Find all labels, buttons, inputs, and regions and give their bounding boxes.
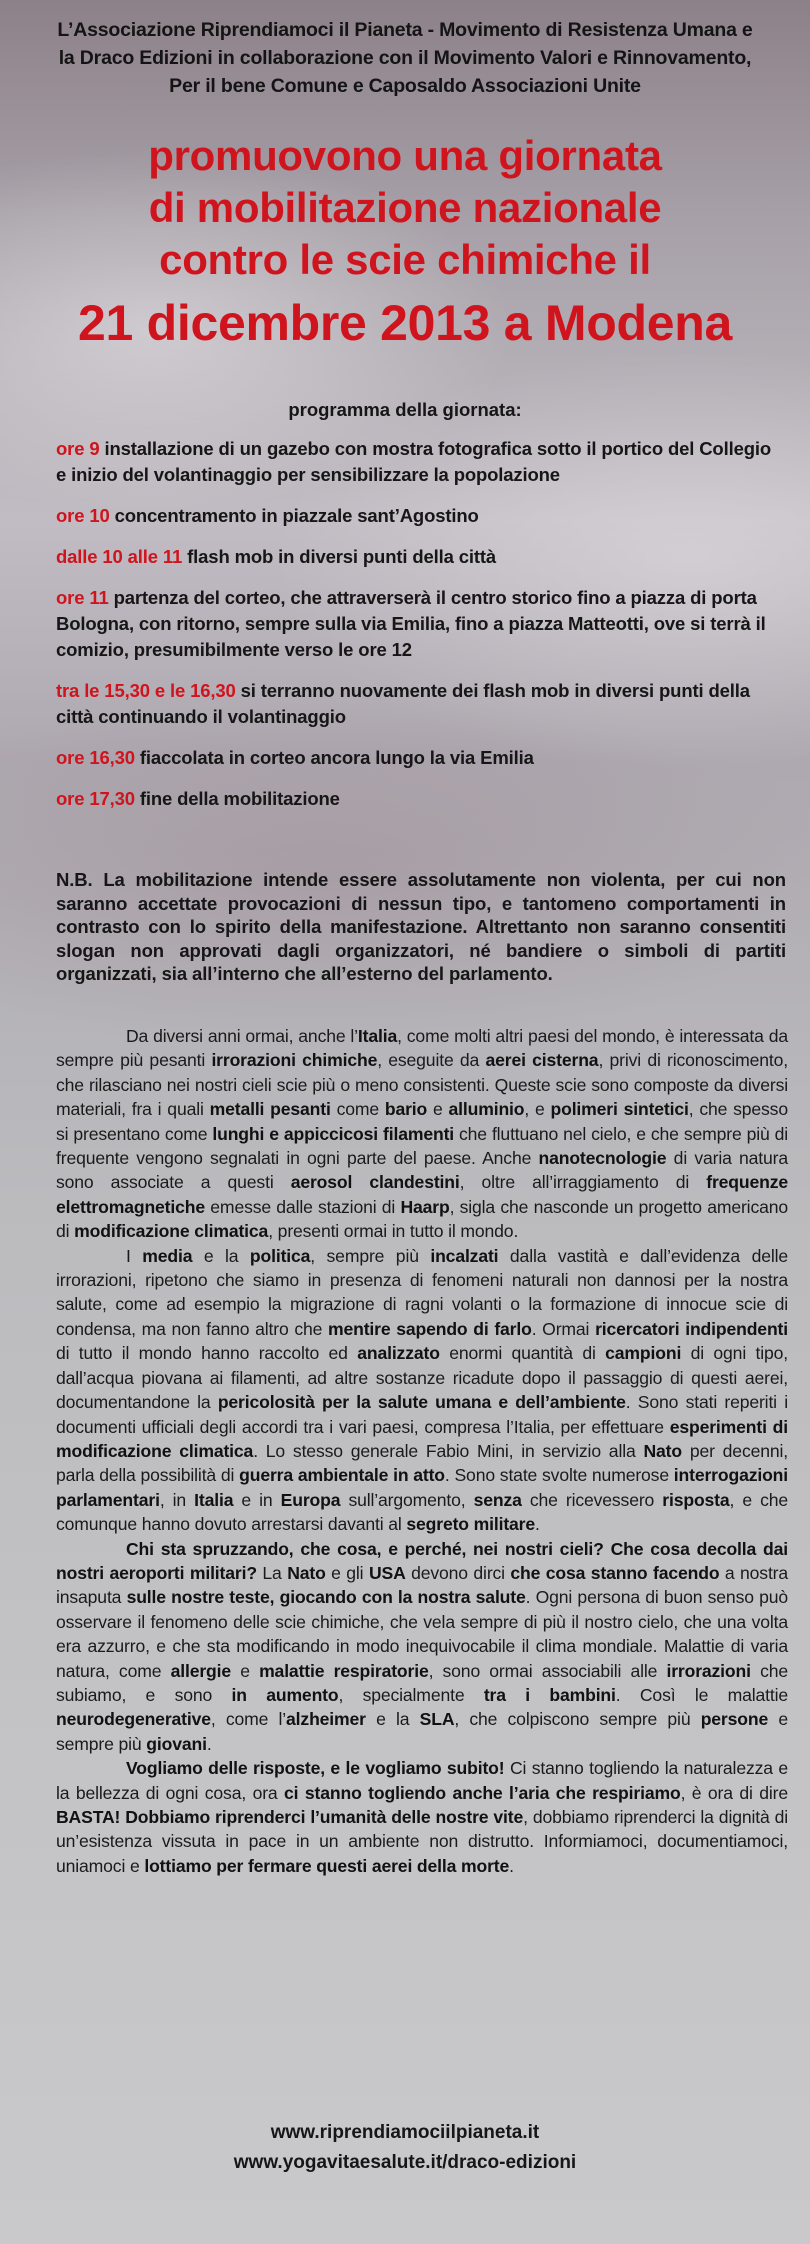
body-text: . — [535, 1514, 540, 1535]
emphasis-text: mentire sapendo di farlo — [327, 1318, 532, 1339]
emphasis-text: lottiamo per fermare questi aerei della morte — [144, 1855, 510, 1876]
emphasis-text: ricercatori indipendenti — [595, 1318, 788, 1339]
program-item — [56, 678, 784, 730]
body-text: e — [231, 1660, 260, 1681]
body-text: sull’argomento, — [340, 1489, 474, 1510]
program-item-time: ore 10 — [56, 505, 110, 526]
emphasis-text: Haarp — [400, 1196, 450, 1217]
organizers-line-3: Per il bene Comune e Caposaldo Associazioni Unite — [169, 75, 641, 97]
body-text: . Ormai — [531, 1318, 596, 1339]
emphasis-text: USA — [368, 1562, 406, 1583]
program-item-text: fiaccolata in corteo ancora lungo la via Emilia — [134, 747, 534, 768]
body-text: I — [126, 1245, 143, 1266]
article-body — [56, 1024, 788, 1878]
emphasis-text: irrorazioni — [666, 1660, 751, 1681]
body-text: e sempre più — [56, 1709, 788, 1754]
body-text: dalla vastità e dall’evidenza delle irrorazioni, ripetono che siamo in presenza di fenomeni naturali non dannosi per la nostra salute, come ad esempio la migrazione di ragni volanti o la formazione di innocue scie di condensa, ma non fanno altro che — [56, 1245, 788, 1339]
body-text: di ogni tipo, dall’acqua piovana ai filamenti, ad altre sostanze ricadute dopo il passaggio di questi aerei, documentandone la — [56, 1343, 788, 1413]
body-text: , come l’ — [210, 1709, 287, 1730]
emphasis-text: campioni — [605, 1343, 682, 1364]
body-text: , presenti ormai in tutto il mondo. — [268, 1221, 519, 1242]
emphasis-text: pericolosità per la salute umana e dell’ambiente — [217, 1392, 626, 1413]
emphasis-text: Vogliamo delle risposte, e le vogliamo subito! — [126, 1758, 505, 1779]
body-text: che ricevessero — [521, 1489, 663, 1510]
headline-line-2: di mobilitazione nazionale — [148, 184, 662, 231]
emphasis-text: interrogazioni parlamentari — [56, 1465, 789, 1510]
emphasis-text: neurodegenerative — [56, 1709, 211, 1730]
headline — [20, 130, 790, 356]
body-text: come — [330, 1099, 385, 1120]
organizers-header — [20, 16, 790, 100]
program-item — [56, 585, 784, 663]
emphasis-text: nanotecnologie — [538, 1148, 667, 1169]
emphasis-text: Italia — [357, 1026, 398, 1046]
emphasis-text: segreto militare — [406, 1514, 536, 1535]
emphasis-text: esperimenti di modificazione climatica — [56, 1416, 788, 1461]
body-text: a nostra insaputa — [56, 1562, 789, 1608]
program-item-time: ore 16,30 — [56, 747, 135, 768]
program-item-time: ore 17,30 — [56, 788, 135, 809]
body-text: che subiamo, e sono — [56, 1660, 788, 1705]
body-text: , specialmente — [338, 1684, 484, 1705]
body-text: , sempre più — [310, 1245, 431, 1266]
program-item-text: flash mob in diversi punti della città — [182, 546, 497, 567]
website-link-1[interactable]: www.riprendiamociilpianeta.it — [270, 2122, 540, 2143]
body-text: , e che comunque hanno dovuto arrestarsi davanti al — [56, 1489, 789, 1535]
program-item-text: si terranno nuovamente dei flash mob in diversi punti della città continuando il volantinaggio — [56, 680, 750, 727]
emphasis-text: incalzati — [430, 1245, 499, 1266]
body-text: di varia natura sono associate a questi — [56, 1148, 788, 1193]
emphasis-text: giovani — [146, 1733, 207, 1754]
emphasis-text: persone — [700, 1709, 769, 1730]
body-text: . Ogni persona di buon senso può osservare il fenomeno delle scie chimiche, che vela sempre di più il nostro cielo, che una volta era azzurro, e che sta modificando in modo inequivocabile il clima mondiale. Malattie di varia natura, come — [56, 1587, 789, 1681]
body-text: , sono ormai associabili alle — [428, 1660, 667, 1681]
emphasis-text: Europa — [280, 1489, 341, 1510]
headline-line-1: promuovono una giornata — [148, 132, 662, 179]
emphasis-text: polimeri sintetici — [550, 1099, 689, 1120]
emphasis-text: in aumento — [231, 1684, 339, 1705]
organizers-line-1: L’Associazione Riprendiamoci il Pianeta - Movimento di Resistenza Umana e — [57, 19, 753, 41]
body-text: , che spesso si presentano come — [56, 1099, 788, 1144]
event-date-line: 21 dicembre 2013 a Modena — [78, 295, 732, 351]
body-text: e la — [365, 1709, 420, 1730]
emphasis-text: irrorazioni chimiche — [211, 1050, 378, 1071]
body-text: Ci stanno togliendo la naturalezza e la bellezza di ogni cosa, ora — [56, 1758, 788, 1803]
emphasis-text: Italia — [194, 1489, 234, 1510]
emphasis-text: ci stanno togliendo anche l’aria che respiriamo — [284, 1782, 681, 1803]
body-text: per decenni, parla della possibilità di — [56, 1440, 788, 1486]
body-text: , come molti altri paesi del mondo, è interessata da sempre più pesanti — [56, 1026, 788, 1071]
body-text: , in — [159, 1489, 195, 1510]
emphasis-text: senza — [473, 1489, 522, 1510]
body-text: . Così le malattie — [615, 1684, 788, 1705]
body-text: . Sono state svolte numerose — [444, 1465, 674, 1486]
program-item-time: ore 11 — [56, 587, 109, 608]
article-paragraph — [56, 1024, 788, 1244]
program-item-time: tra le 15,30 e le 16,30 — [56, 680, 236, 701]
body-text: . Lo stesso generale Fabio Mini, in servizio alla — [253, 1440, 644, 1461]
emphasis-text: analizzato — [357, 1343, 440, 1364]
body-text: , oltre all’irraggiamento di — [459, 1172, 707, 1193]
website-link-2[interactable]: www.yogavitaesalute.it/draco-edizioni — [233, 2152, 577, 2173]
body-text: di tutto il mondo hanno raccolto ed — [56, 1343, 358, 1364]
emphasis-text: che cosa stanno facendo — [510, 1562, 720, 1583]
emphasis-text: sulle nostre teste, giocando con la nostra salute — [126, 1587, 526, 1608]
emphasis-text: metalli pesanti — [209, 1099, 331, 1120]
organizers-line-2: la Draco Edizioni in collaborazione con il Movimento Valori e Rinnovamento, — [58, 47, 752, 69]
program-item — [56, 436, 784, 488]
program-list — [56, 436, 784, 827]
emphasis-text: Chi sta spruzzando, che cosa, e perché, nei nostri cieli? Che cosa decolla dai nostri aeroporti militari? — [56, 1538, 788, 1583]
program-item — [56, 544, 784, 570]
body-text: emesse dalle stazioni di — [205, 1196, 401, 1217]
body-text: enormi quantità di — [439, 1343, 606, 1364]
emphasis-text: allergie — [170, 1660, 231, 1681]
emphasis-text: alzheimer — [286, 1709, 366, 1730]
emphasis-text: risposta — [662, 1489, 730, 1510]
program-item — [56, 745, 784, 771]
headline-line-3: contro le scie chimiche il — [159, 236, 651, 283]
emphasis-text: aerei cisterna — [485, 1050, 599, 1071]
emphasis-text: modificazione climatica — [74, 1221, 269, 1242]
program-item-text: installazione di un gazebo con mostra fotografica sotto il portico del Collegio e inizio del volantinaggio per sensibilizzare la popolazione — [56, 438, 771, 485]
body-text: . — [206, 1733, 212, 1754]
program-item — [56, 786, 784, 812]
body-text: Da diversi anni ormai, anche l’ — [126, 1026, 358, 1046]
website-links — [20, 2118, 790, 2178]
program-item-time: dalle 10 alle 11 — [56, 546, 183, 567]
program-title: programma della giornata: — [288, 399, 522, 420]
emphasis-text: guerra ambientale in atto — [239, 1465, 445, 1486]
emphasis-text: alluminio — [448, 1099, 525, 1120]
body-text: , sigla che nasconde un progetto americano di — [56, 1196, 788, 1242]
body-text: . Sono stati reperiti i documenti ufficiali degli accordi tra i vari paesi, compresa l’Italia, per effettuare — [56, 1392, 788, 1437]
emphasis-text: lunghi e appiccicosi filamenti — [212, 1123, 455, 1144]
article-paragraph — [56, 1537, 788, 1757]
body-text: e — [427, 1099, 449, 1120]
emphasis-text: media — [142, 1245, 193, 1266]
body-text: , è ora di dire — [680, 1782, 789, 1803]
body-text: . — [509, 1855, 514, 1876]
program-item-time: ore 9 — [56, 438, 100, 459]
body-text: , privi di riconoscimento, che rilasciano nei nostri cieli scie più o meno consistenti. Queste scie sono composte da diversi materiali, fra i quali — [56, 1050, 789, 1120]
body-text: , dobbiamo riprenderci la dignità di un’esistenza vissuta in pace in un ambiente non distrutto. Informiamoci, documentiamoci, uniamoci e — [56, 1807, 788, 1876]
emphasis-text: frequenze elettromagnetiche — [56, 1172, 789, 1217]
body-text: e in — [233, 1489, 281, 1510]
emphasis-text: politica — [249, 1245, 311, 1266]
emphasis-text: Nato — [287, 1562, 326, 1583]
emphasis-text: BASTA! Dobbiamo riprenderci l’umanità delle nostre vite — [56, 1807, 524, 1827]
article-paragraph — [56, 1244, 788, 1537]
emphasis-text: Nato — [643, 1440, 682, 1461]
body-text: e la — [192, 1245, 250, 1266]
emphasis-text: malattie respiratorie — [259, 1660, 429, 1681]
emphasis-text: tra i bambini — [483, 1684, 616, 1705]
nb-notice: N.B. La mobilitazione intende essere assolutamente non violenta, per cui non saranno accettate provocazioni di nessun tipo, e tantomeno comportamenti in contrasto con lo spirito della manifestazione. Altrettanto non saranno consentiti slogan non approvati dagli organizzatori, né bandiere o simboli di partiti organizzati, sia all’interno che all’esterno del parlamento. — [56, 869, 786, 984]
emphasis-text: SLA — [419, 1709, 455, 1730]
program-item-text: partenza del corteo, che attraverserà il centro storico fino a piazza di porta Bologna, con ritorno, sempre sulla via Emilia, fino a piazza Matteotti, ove si terrà il comizio, presumibilmente verso le ore 12 — [56, 587, 766, 660]
body-text: devono dirci — [405, 1562, 511, 1583]
program-item — [56, 503, 784, 529]
body-text: , che colpiscono sempre più — [454, 1709, 701, 1730]
body-text: , e — [524, 1099, 551, 1120]
body-text: , eseguite da — [377, 1050, 486, 1071]
emphasis-text: bario — [384, 1099, 428, 1120]
body-text: La — [256, 1562, 288, 1583]
body-text: e gli — [325, 1562, 369, 1583]
emphasis-text: aerosol clandestini — [290, 1172, 460, 1193]
program-item-text: concentramento in piazzale sant’Agostino — [109, 505, 479, 526]
article-paragraph — [56, 1756, 788, 1878]
body-text: che fluttuano nel cielo, e che sempre più di frequente vengono segnalati in ogni parte del paese. Anche — [56, 1123, 788, 1169]
program-item-text: fine della mobilitazione — [134, 788, 340, 809]
